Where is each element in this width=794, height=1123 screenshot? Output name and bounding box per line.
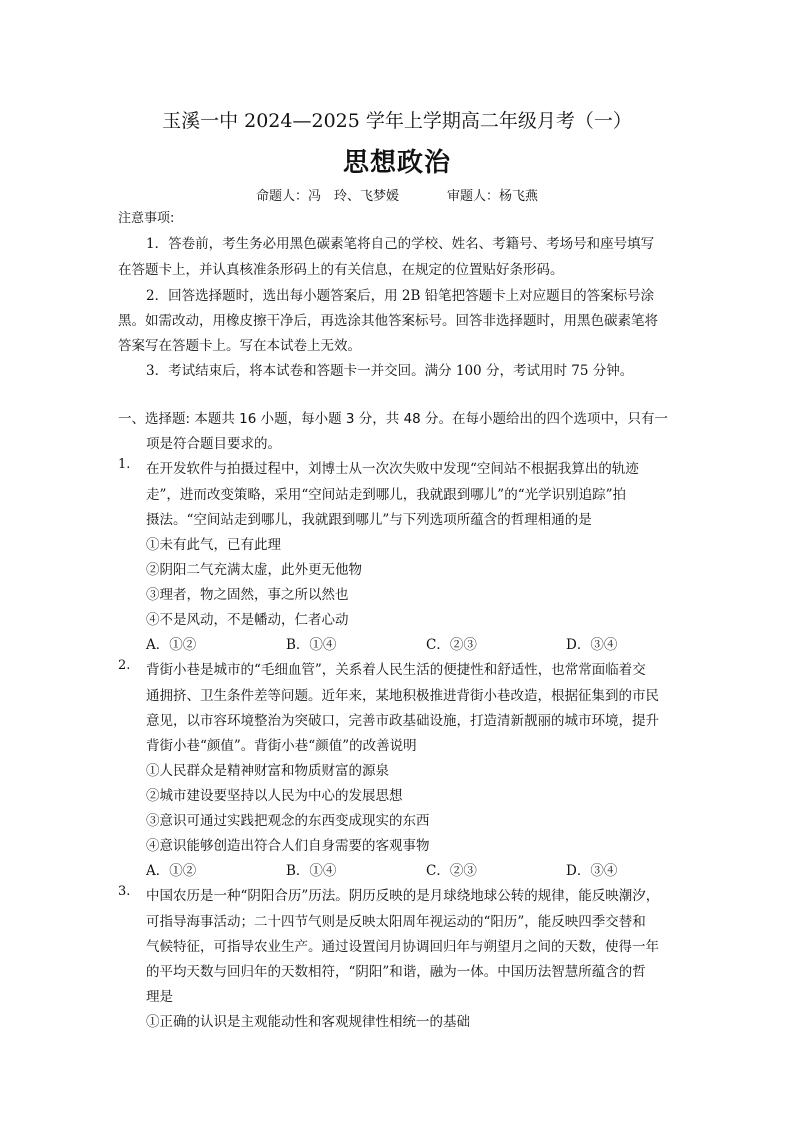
section-1-heading-line-1: 一、选择题: 本题共 16 小题，每小题 3 分，共 48 分。在每小题给出的四个选项中，只有一 — [118, 411, 669, 427]
question-1-option-b: B．①④ — [286, 637, 337, 653]
question-2-stem-line-1: 背街小巷是城市的“毛细血管”，关系着人民生活的便捷性和舒适性，也常常面临着交 — [146, 662, 646, 678]
reviewer-label: 审题人：杨飞燕 — [447, 189, 539, 204]
question-2-stem-line-4: 背街小巷“颜值”。背街小巷“颜值”的改善说明 — [146, 738, 417, 754]
section-1-heading-line-2: 项是符合题目要求的。 — [146, 436, 281, 452]
question-1-item-1: ①未有此气，已有此理 — [146, 537, 281, 553]
notice-item-1-line-2: 在答题卡上，并认真核准条形码上的有关信息，在规定的位置贴好条形码。 — [118, 262, 564, 278]
question-3-stem-line-2: 可指导海事活动；二十四节气则是反映太阳周年视运动的“阳历”，能反映四季交替和 — [146, 914, 646, 930]
question-1-item-4: ④不是风动，不是幡动，仁者心动 — [146, 612, 349, 628]
question-2-item-1: ①人民群众是精神财富和物质财富的源泉 — [146, 763, 389, 779]
question-1-option-c: C．②③ — [426, 637, 477, 653]
question-2-option-c: C．②③ — [426, 863, 477, 879]
question-1-stem-line-1: 在开发软件与拍摄过程中，刘博士从一次次失败中发现“空间站不根据我算出的轨迹 — [146, 461, 639, 477]
notice-item-2-line-1: 2．回答选择题时，选出每小题答案后，用 2B 铅笔把答题卡上对应题目的答案标号涂 — [146, 288, 655, 304]
question-3-stem-line-3: 气候特征，可指导农业生产。通过设置闰月协调回归年与朔望月之间的天数，使得一年 — [146, 939, 659, 955]
notice-item-1-line-1: 1．答卷前，考生务必用黑色碳素笔将自己的学校、姓名、考籍号、考场号和座号填写 — [146, 236, 655, 252]
question-2-item-4: ④意识能够创造出符合人们自身需要的客观事物 — [146, 838, 430, 854]
question-3-stem-line-5: 理是 — [146, 989, 173, 1005]
notice-item-2-line-2: 黑。如需改动，用橡皮擦干净后，再选涂其他答案标号。回答非选择题时，用黑色碳素笔将 — [118, 313, 658, 329]
author-label: 命题人：冯 玲、飞梦媛 — [255, 189, 399, 204]
question-2-stem-line-2: 通拥挤、卫生条件差等问题。近年来，某地积极推进背街小巷改造，根据征集到的市民 — [146, 688, 659, 704]
question-1-item-2: ②阴阳二气充满太虚，此外更无他物 — [146, 562, 362, 578]
question-1-item-3: ③理者，物之固然，事之所以然也 — [146, 587, 349, 603]
question-3-number: 3. — [118, 884, 131, 899]
question-3-item-1: ①正确的认识是主观能动性和客观规律性相统一的基础 — [146, 1014, 470, 1030]
notice-item-2-line-3: 答案写在答题卡上。写在本试卷上无效。 — [118, 338, 361, 354]
question-2-number: 2. — [118, 658, 131, 673]
question-1-stem-line-2: 走”，进而改变策略，采用“空间站走到哪儿，我就跟到哪儿”的“光学识别追踪”拍 — [146, 487, 627, 503]
question-2-option-d: D．③④ — [566, 863, 618, 879]
authors-line — [0, 185, 794, 204]
question-2-stem-line-3: 意见，以市容环境整治为突破口，完善市政基础设施，打造清新靓丽的城市环境，提升 — [146, 713, 659, 729]
question-2-item-3: ③意识可通过实践把观念的东西变成现实的东西 — [146, 813, 430, 829]
question-2-item-2: ②城市建设要坚持以人民为中心的发展思想 — [146, 788, 403, 804]
question-3-stem-line-4: 的平均天数与回归年的天数相符，“阴阳”和谐，融为一体。中国历法智慧所蕴含的哲 — [146, 964, 646, 980]
notice-item-3-line-1: 3．考试结束后，将本试卷和答题卡一并交回。满分 100 分，考试用时 75 分钟。 — [146, 363, 634, 379]
exam-title: 玉溪一中 2024—2025 学年上学期高二年级月考（一） — [162, 110, 632, 132]
question-2-option-a: A．①② — [146, 863, 197, 879]
question-1-option-d: D．③④ — [566, 637, 618, 653]
subject-title: 思想政治 — [342, 148, 451, 178]
question-1-option-a: A．①② — [146, 637, 197, 653]
question-2-option-b: B．①④ — [286, 863, 337, 879]
question-1-number: 1. — [118, 457, 131, 472]
notice-heading: 注意事项: — [118, 211, 175, 226]
question-1-stem-line-3: 摄法。“空间站走到哪儿，我就跟到哪儿”与下列选项所蕴含的哲理相通的是 — [146, 512, 592, 528]
question-3-stem-line-1: 中国农历是一种“阴阳合历”历法。阴历反映的是月球绕地球公转的规律，能反映潮汐， — [146, 888, 660, 904]
